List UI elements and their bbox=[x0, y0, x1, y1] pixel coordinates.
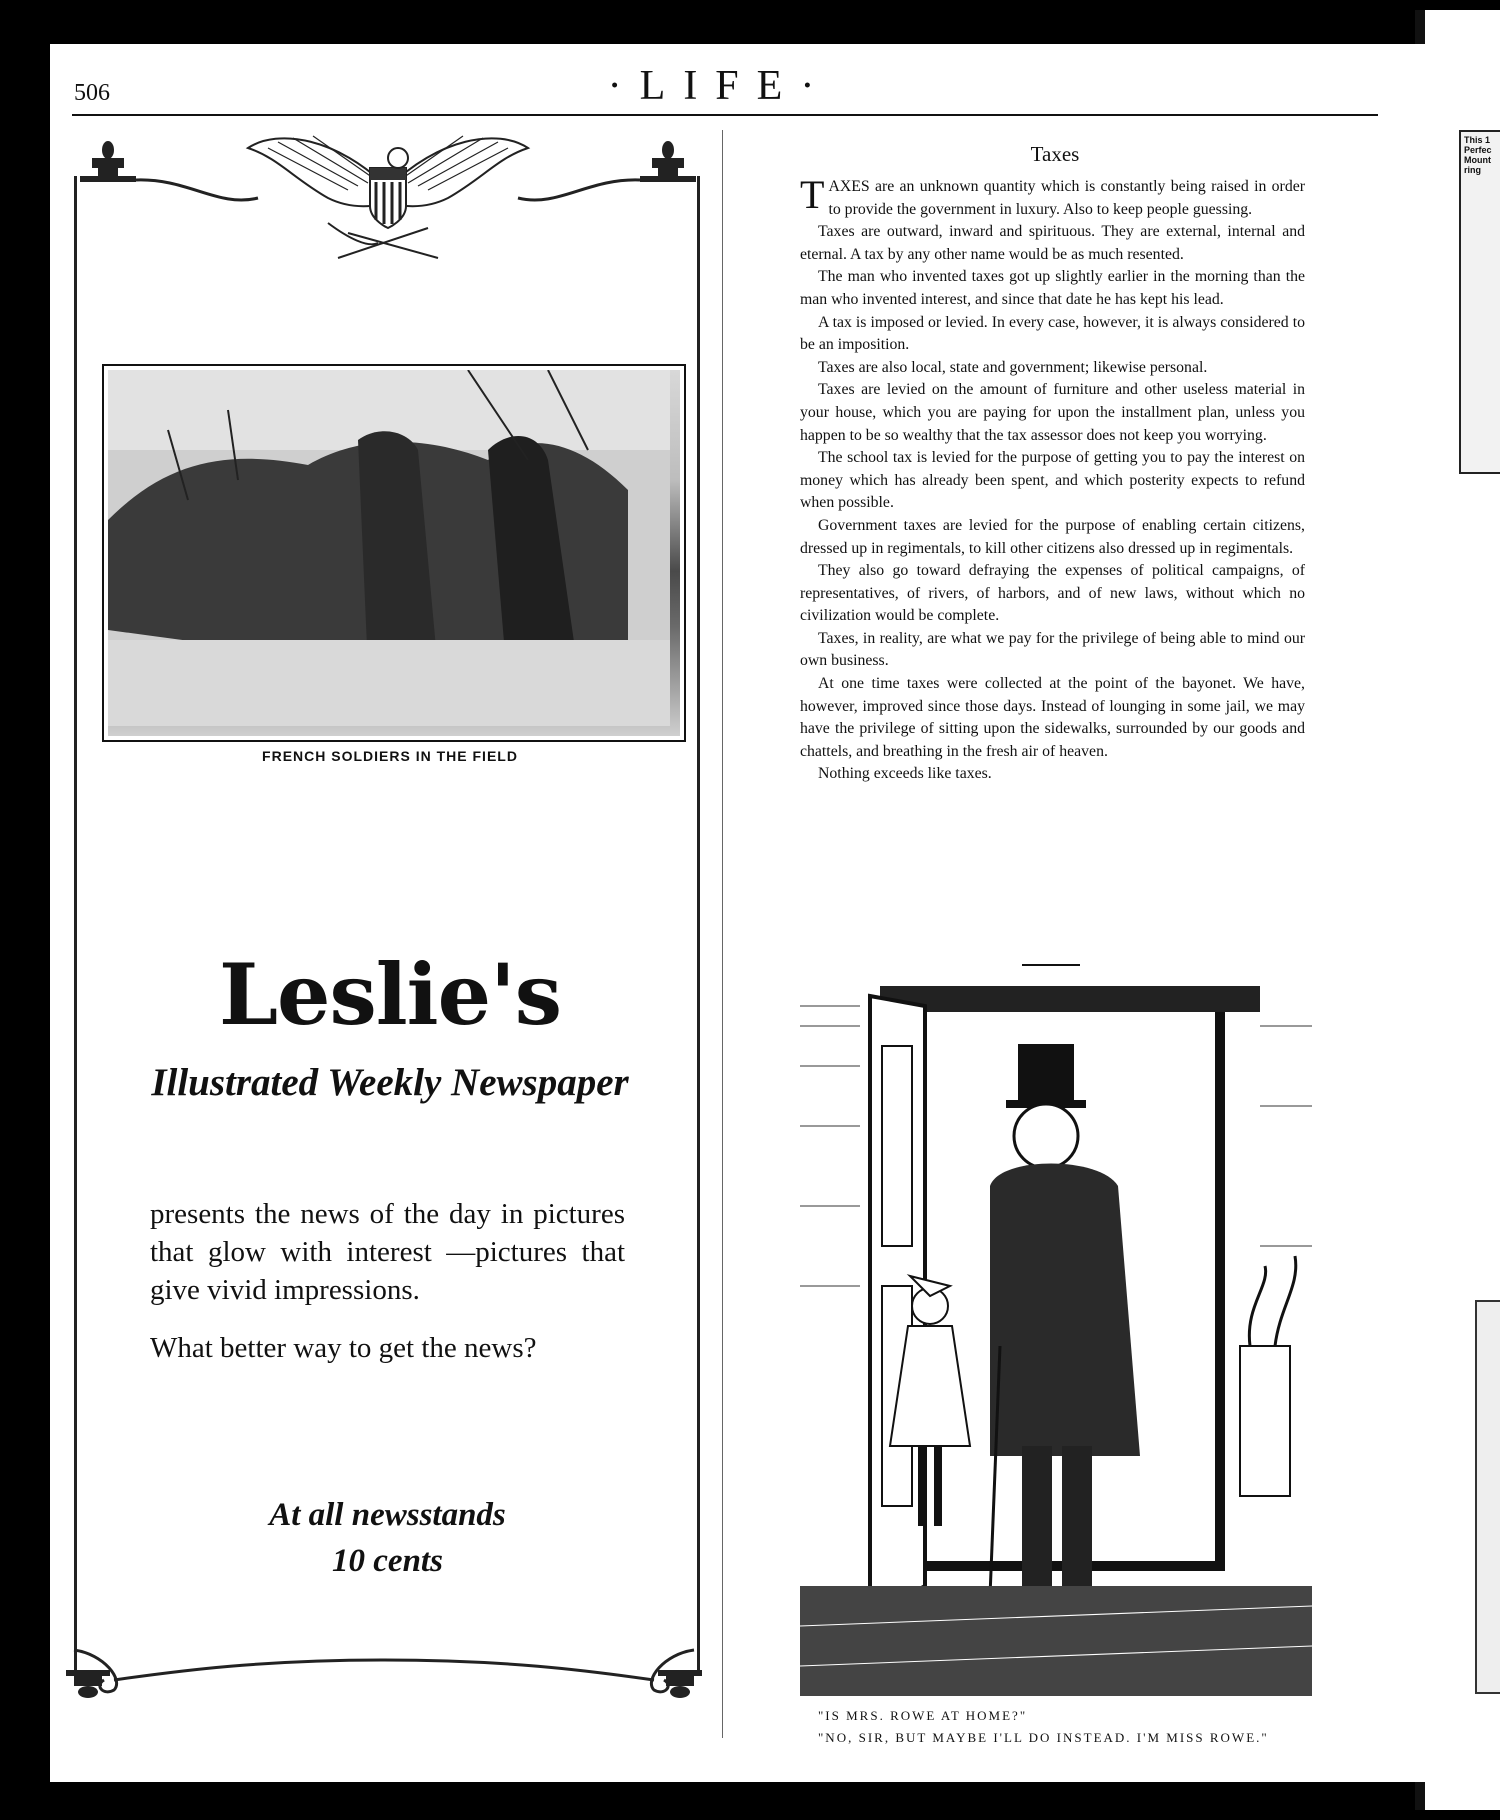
cta-line: At all newsstands bbox=[269, 1497, 506, 1533]
watermark-text: comicbooks.com bbox=[1222, 1754, 1471, 1787]
article-paragraph: At one time taxes were collected at the point of the bayonet. We have, however, improved since those days. Instead of lounging in some jail, we may have the privilege of sitting upon the sidewalks, surrounded by our goods and chattels, and breathing in the fresh air of heaven. bbox=[800, 675, 1305, 760]
eagle-icon bbox=[78, 128, 698, 288]
article-paragraph bbox=[800, 172, 1305, 221]
doorway-cartoon-icon bbox=[800, 986, 1312, 1696]
article-paragraph: Taxes are also local, state and government; likewise personal. bbox=[818, 358, 1208, 376]
article-body bbox=[800, 172, 1305, 786]
fragment-line: This 1 bbox=[1464, 135, 1491, 145]
photo-caption: FRENCH SOLDIERS IN THE FIELD bbox=[262, 748, 518, 764]
soldiers-silhouette-icon bbox=[108, 370, 670, 726]
article-paragraph: Taxes are outward, inward and spirituous. They are external, internal and eternal. A tax by any other name would be as much resented. bbox=[800, 223, 1305, 263]
scroll-ornament-icon bbox=[64, 1640, 704, 1700]
article-paragraph: Taxes are levied on the amount of furniture and other useless material in your house, which you are paying for upon the installment plan, unless you happen to be so wealthy that the tax assessor does not keep you worrying. bbox=[800, 381, 1305, 444]
page-number: 506 bbox=[74, 80, 110, 106]
adjacent-page-image-fragment bbox=[1475, 1300, 1500, 1694]
cta-price: 10 cents bbox=[332, 1543, 443, 1579]
advertisement-copy bbox=[150, 1195, 625, 1387]
first-paragraph-text: AXES are an unknown quantity which is constantly being raised in order to provide the government in luxury. Also to keep people guessing. bbox=[828, 178, 1305, 218]
article-title: Taxes bbox=[1030, 142, 1080, 166]
fragment-line: ring bbox=[1464, 165, 1481, 175]
fragment-line: Mount bbox=[1464, 155, 1491, 165]
eagle-crest-ornament bbox=[78, 128, 698, 288]
frame-right-border bbox=[697, 176, 700, 1676]
adjacent-page-ad-fragment bbox=[1459, 130, 1500, 474]
section-divider bbox=[1022, 964, 1080, 966]
article-paragraph: Government taxes are levied for the purpose of enabling certain citizens, dressed up in regimentals, to kill other citizens also dressed up in regimentals. bbox=[800, 516, 1305, 557]
advertiser-brand-name: Leslie's bbox=[218, 945, 562, 1044]
article-paragraph: They also go toward defraying the expenses of political campaigns, of representatives, of rivers, of harbors, and of new laws, without which no civilization would be complete. bbox=[800, 562, 1305, 625]
frame-bottom-ornament bbox=[64, 1640, 704, 1700]
header-rule bbox=[72, 114, 1378, 116]
article-paragraph: A tax is imposed or levied. In every case, however, it is always considered to be an imposition. bbox=[800, 313, 1305, 354]
column-divider bbox=[722, 130, 723, 1738]
masthead-title: ·LIFE· bbox=[607, 63, 833, 109]
ad-paragraph: presents the news of the day in pictures that glow with interest —pictures that give vivid impressions. bbox=[150, 1198, 625, 1306]
drop-cap: T bbox=[800, 172, 825, 217]
ad-paragraph: What better way to get the news? bbox=[150, 1332, 537, 1364]
article-paragraph: The school tax is levied for the purpose of getting you to pay the interest on money which has already been spent, and which posterity expects to refund when possible. bbox=[800, 449, 1305, 512]
cartoon-illustration bbox=[800, 986, 1312, 1696]
cartoon-caption-answer: "NO, SIR, BUT MAYBE I'LL DO INSTEAD. I'M MISS ROWE." bbox=[818, 1730, 1269, 1745]
news-photograph bbox=[102, 364, 686, 742]
soldiers-photo-image bbox=[108, 370, 680, 736]
frame-left-border bbox=[74, 176, 77, 1676]
article-paragraph: Taxes, in reality, are what we pay for the privilege of being able to mind our own business. bbox=[800, 629, 1305, 670]
cartoon-caption-question: "IS MRS. ROWE AT HOME?" bbox=[818, 1708, 1028, 1723]
advertisement-call-to-action bbox=[150, 1492, 625, 1584]
article-paragraph: Nothing exceeds like taxes. bbox=[818, 765, 992, 783]
advertiser-tagline: Illustrated Weekly Newspaper bbox=[151, 1061, 629, 1104]
article-paragraph: The man who invented taxes got up slightly earlier in the morning than the man who invented interest, and since that date he has kept his lead. bbox=[800, 268, 1305, 308]
fragment-line: Perfec bbox=[1464, 145, 1492, 155]
